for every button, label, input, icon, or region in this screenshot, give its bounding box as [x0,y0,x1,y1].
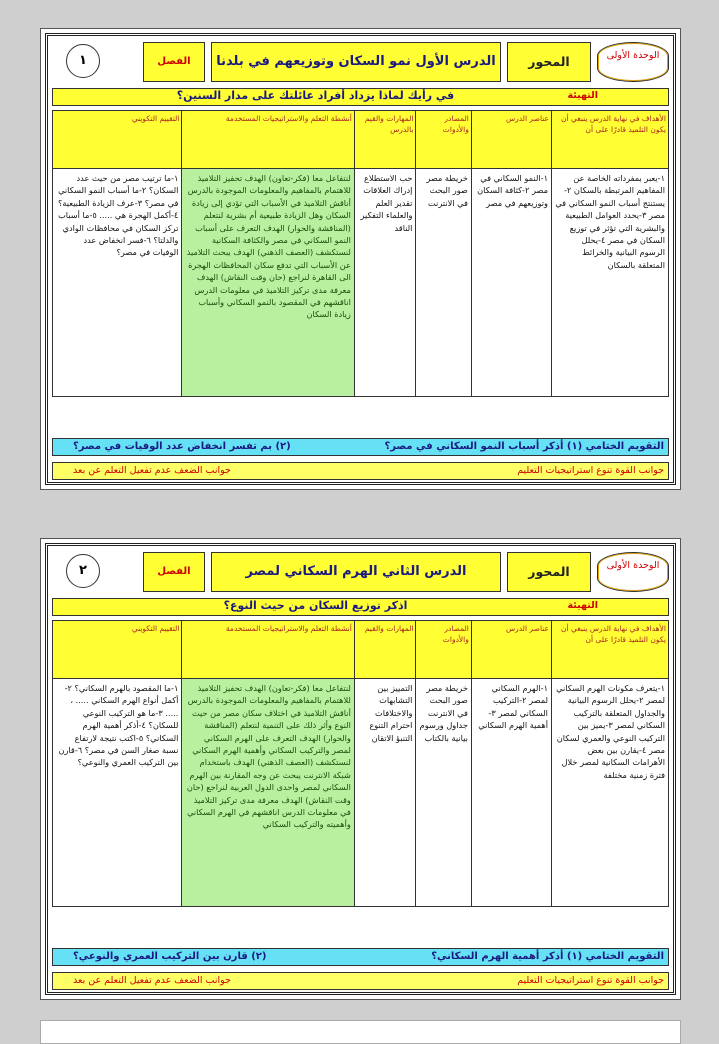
table-row [53,169,669,397]
weaknesses-text: جوانب الضعف عدم تفعيل التعلم عن بعد [73,465,231,476]
elements-cell: ١-الهرم السكاني لمصر ٢-التركيب السكاني لمصر ٣-أهمية الهرم السكاني [471,679,551,907]
intro-question: اذكر توزيع السكان من حيث النوع؟ [223,599,408,612]
assessment-cell: ١-ما المقصود بالهرم السكاني؟ ٢-أكمل أنواع الهرم السكاني ..... ، ..... ٣-ما هو التركيب النوعي للسكان؟ ٤-أذكر أهمية الهرم السكاني؟ ٥-اكتب نتيجة لارتفاع نسبة صغار السن في مصر؟ ٦-قارن بين التركيب العمري والنوعي؟ [53,679,182,907]
goals-cell: ١-يتعرف مكونات الهرم السكاني لمصر ٢-يحلل الرسوم البيانية والجداول المتعلقة بالتركيب السكاني لمصر ٣-يميز بين التركيب النوعي والعمري لسكان مصر ٤-يقارن بين بعض الأهرامات السكانية لمصر خلال فترة زمنية مختلفة [551,679,668,907]
col-activities: أنشطة التعلم والاستراتيجيات المستخدمة [182,621,354,679]
assessment-cell: ١-ما ترتيب مصر من حيث عدد السكان؟ ٢-ما أسباب النمو السكاني في مصر؟ ٣-عرف الزيادة الطبيعية؟ ٤-أكمل الهجرة هي ..... ٥-ما أسباب تركز السكان في محافظات الوادي والدلتا؟ ٦-فسر انخفاض عدد الوفيات في مصر؟ [53,169,182,397]
table-header-row [53,621,669,679]
sheet-frame [45,543,676,995]
col-assessment: التقييم التكويني [53,621,182,679]
closing-question-2: (٢) قارن بين التركيب العمري والنوعي؟ [73,951,267,962]
col-activities: أنشطة التعلم والاستراتيجيات المستخدمة [182,111,354,169]
col-elements: عناصر الدرس [471,621,551,679]
intro-question: في رأيك لماذا يزداد أفراد عائلتك على مدار السنين؟ [176,89,455,102]
skills-cell: التمييز بين التشابهات والاختلافات احترام التنوع التنبؤ الاتقان [354,679,416,907]
closing-question-1: التقويم الختامي (١) أذكر أهمية الهرم السكاني؟ [431,951,664,962]
table-row [53,679,669,907]
sheet-number: ٢ [66,554,100,588]
axis-title: المحور [507,552,591,592]
col-skills: المهارات والقيم [354,621,416,679]
closing-question-1: التقويم الختامي (١) أذكر أسباب النمو السكاني في مصر؟ [384,441,664,452]
next-sheet-edge [40,1020,681,1044]
table-header-row [53,111,669,169]
lesson-plan-table [52,110,669,397]
axis-title: المحور [507,42,591,82]
goals-cell: ١-يعبر بمفرداته الخاصة عن المفاهيم المرتبطة بالسكان ٢-يستنتج أسباب النمو السكاني في مصر ٣-يحدد العوامل الطبيعية والبشرية التي تؤثر في توزيع السكان في مصر ٤-يحلل الرسوم البيانية والخرائط المتعلقة بالسكان [551,169,668,397]
col-goals: الأهداف في نهاية الدرس ينبغي أن يكون التلميذ قادرًا على أن [551,621,668,679]
activities-cell: لنتفاعل معا (فكر-تعاون) الهدف تحفيز التلاميذ للاهتمام بالمفاهيم والمعلومات الموجودة بالدرس أناقش التلاميذ في الأسباب التي تؤدي إلى زيادة السكان وهل الزيادة طبيعية أم بشرية لنتعلم (المناقشة والحوار) الهدف التعرف على أسباب النمو السكاني في مصر والكثافة السكانية لنستكشف (العصف الذهني) الهدف يبحث التلاميذ عن الأسباب التي تدفع سكان المحافظات الهجرة الى القاهرة لنراجع (حان وقت النقاش) الهدف معرفة مدى تركيز التلاميذ في معلومات الدرس اناقشهم في المقصود بالنمو السكاني وأسباب زيادة السكان [182,169,354,397]
sheet-number: ١ [66,44,100,78]
chapter-label: الفصل [143,552,205,592]
intro-bar [52,88,669,106]
col-goals: الأهداف في نهاية الدرس ينبغي أن يكون التلميذ قادرًا على أن [551,111,668,169]
closing-question-2: (٢) بم تفسر انخفاض عدد الوفيات في مصر؟ [73,441,291,452]
intro-bar [52,598,669,616]
activities-cell: لنتفاعل معا (فكر-تعاون) الهدف تحفيز التلاميذ للاهتمام بالمفاهيم والمعلومات الموجودة بالدرس أناقش التلاميذ في اختلاف سكان مصر من حيث النوع وأثر ذلك على التنمية لنتعلم (المناقشة والحوار) الهدف التعرف على الهرم السكاني لمصر والتركيب السكاني وأهمية الهرم السكاني لنستكشف (العصف الذهني) الهدف باستخدام شبكة الانترنت يبحث عن وجه المقارنة بين الهرم السكاني لمصر واحدى الدول العربية لنراجع (حان وقت النقاش) الهدف معرفة مدى تركيز التلاميذ في معلومات الدرس اناقشهم في الهرم السكاني وأهميته والتركيب السكاني [182,679,354,907]
unit-badge: الوحدة الأولى [597,552,669,592]
chapter-label: الفصل [143,42,205,82]
closing-assessment-bar [52,438,669,456]
sheet-frame [45,33,676,485]
col-resources: المصادر والأدوات [416,111,471,169]
intro-label: التهيئة [567,600,598,611]
resources-cell: خريطة مصر صور البحث في الانترنت جداول ورسوم بيانية بالكتاب [416,679,471,907]
weaknesses-text: جوانب الضعف عدم تفعيل التعلم عن بعد [73,975,231,986]
resources-cell: خريطة مصر صور البحث في الانترنت [416,169,471,397]
intro-label: التهيئة [567,90,598,101]
closing-assessment-bar [52,948,669,966]
elements-cell: ١-النمو السكاني في مصر ٢-كثافة السكان وتوزيعهم في مصر [471,169,551,397]
strengths-weaknesses-bar [52,972,669,990]
skills-cell: حب الاستطلاع إدراك العلاقات تقدير العلم والعلماء التفكير الناقد [354,169,416,397]
col-skills: المهارات والقيم بالدرس [354,111,416,169]
strengths-text: جوانب القوة تنوع استراتيجيات التعليم [517,975,664,986]
lesson-title: الدرس الأول نمو السكان وتوزيعهم في بلدنا [211,42,501,82]
col-assessment: التقييم التكويني [53,111,182,169]
sheet-header [52,552,669,596]
unit-badge: الوحدة الأولى [597,42,669,82]
sheet-header [52,42,669,86]
lesson-title: الدرس الثاني الهرم السكاني لمصر [211,552,501,592]
lesson-plan-sheet-1 [40,28,681,490]
strengths-weaknesses-bar [52,462,669,480]
strengths-text: جوانب القوة تنوع استراتيجيات التعليم [517,465,664,476]
lesson-plan-table [52,620,669,907]
col-resources: المصادر والأدوات [416,621,471,679]
lesson-plan-sheet-2 [40,538,681,1000]
col-elements: عناصر الدرس [471,111,551,169]
